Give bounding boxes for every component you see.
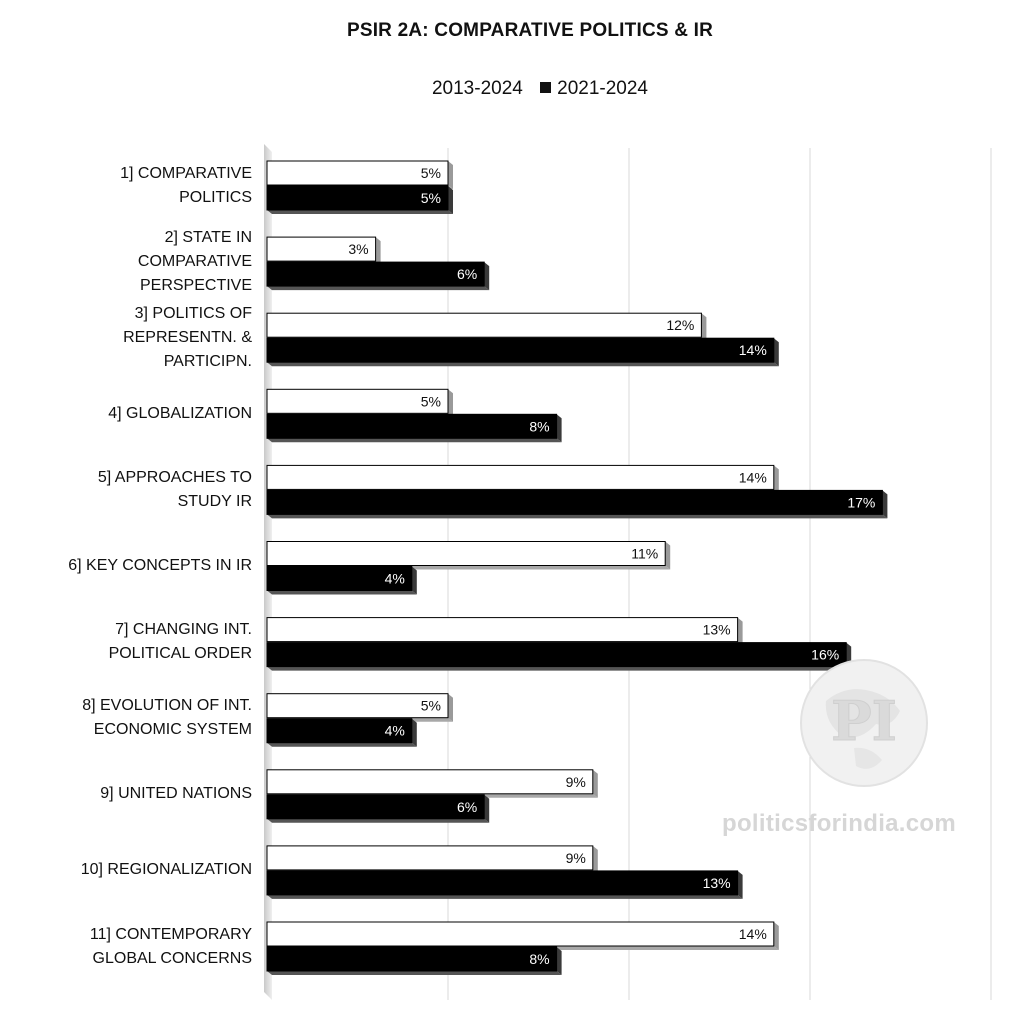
category-label <box>30 554 252 578</box>
category-label <box>30 226 252 298</box>
bar-series-1 <box>267 846 593 870</box>
bar-depth <box>448 389 453 417</box>
bar-series-2 <box>267 490 882 514</box>
category-label-line: POLITICS <box>179 188 252 206</box>
category-label <box>30 402 252 426</box>
bar-shadow <box>267 438 562 442</box>
data-label: 6% <box>456 798 478 815</box>
category-label-line: GLOBAL CONCERNS <box>92 949 252 967</box>
data-label: 17% <box>847 494 876 511</box>
bar-depth <box>448 186 453 214</box>
data-label: 5% <box>420 697 441 714</box>
bars <box>267 161 887 975</box>
data-label: 4% <box>384 722 405 739</box>
bar-depth <box>665 542 670 570</box>
data-label: 13% <box>702 621 731 638</box>
bar-shadow <box>267 743 417 747</box>
category-label <box>30 162 252 210</box>
bar-series-2 <box>267 795 484 819</box>
data-label: 5% <box>420 393 441 410</box>
category-label <box>30 302 252 374</box>
data-label: 13% <box>702 874 731 891</box>
data-label: 14% <box>738 926 767 942</box>
data-label: 11% <box>631 545 659 562</box>
category-label-line: 11] CONTEMPORARY <box>89 925 252 943</box>
category-label <box>30 782 252 806</box>
bar-shadow <box>267 362 779 366</box>
bar-depth <box>774 465 779 493</box>
bar-series-1 <box>267 618 738 642</box>
category-label-line: 4] GLOBALIZATION <box>108 404 252 422</box>
category-label-line: ECONOMIC SYSTEM <box>93 721 252 739</box>
bar-shadow <box>267 895 743 899</box>
category-label-line: 6] KEY CONCEPTS IN IR <box>68 557 252 574</box>
bar-depth <box>701 313 706 341</box>
category-label <box>30 858 252 882</box>
category-label-line: 10] REGIONALIZATION <box>80 861 252 879</box>
category-label-line: COMPARATIVE <box>137 252 252 270</box>
bar-depth <box>738 871 743 899</box>
category-label-line: 5] APPROACHES TO <box>97 468 252 486</box>
watermark-text: politicsforindia.com <box>722 810 957 837</box>
category-label <box>30 466 252 514</box>
data-label: 4% <box>384 570 405 587</box>
category-label-line: 9] UNITED NATIONS <box>100 785 252 803</box>
bar-depth <box>484 795 489 823</box>
bar-depth <box>774 922 779 950</box>
bar-depth <box>593 770 598 798</box>
bar-depth <box>557 414 562 442</box>
bar-depth <box>412 567 417 595</box>
data-label: 14% <box>738 342 767 359</box>
bar-series-1 <box>267 465 774 489</box>
bar-shadow <box>267 667 851 671</box>
category-label-line: 7] CHANGING INT. <box>115 621 252 639</box>
bar-depth <box>376 237 381 265</box>
data-label: 14% <box>738 469 767 486</box>
chart-title: PSIR 2A: COMPARATIVE POLITICS & IR <box>346 20 714 41</box>
bar-shadow <box>267 971 562 975</box>
bar-series-1 <box>267 770 593 794</box>
data-label: 3% <box>348 241 369 258</box>
category-label-line: 8] EVOLUTION OF INT. <box>82 697 252 715</box>
bar-series-2 <box>267 947 557 971</box>
bar-series-2 <box>267 643 846 667</box>
data-label: 5% <box>420 190 441 206</box>
category-label-line: REPRESENTN. & <box>123 328 252 346</box>
bar-series-2 <box>267 414 557 438</box>
data-label: 9% <box>565 773 586 790</box>
bar-series-1 <box>267 313 701 337</box>
bar-shadow <box>267 210 453 214</box>
category-label-line: PARTICIPN. <box>163 352 252 370</box>
bar-depth <box>412 719 417 747</box>
category-label <box>30 618 252 666</box>
bar-shadow <box>267 591 417 595</box>
bar-depth <box>557 947 562 975</box>
category-label <box>30 923 252 971</box>
bar-series-2 <box>267 262 484 286</box>
watermark-logo <box>796 656 932 790</box>
svg-text:PI: PI <box>831 689 897 753</box>
data-label: 9% <box>565 849 586 866</box>
bar-series-2 <box>267 871 738 895</box>
category-label-line: 1] COMPARATIVE <box>120 164 252 182</box>
bar-depth <box>774 338 779 366</box>
category-label-line: 2] STATE IN <box>164 228 252 246</box>
category-label-line: STUDY IR <box>177 492 252 510</box>
data-label: 8% <box>529 418 550 435</box>
data-label: 8% <box>529 951 550 967</box>
bar-shadow <box>267 514 887 518</box>
bar-series-1 <box>267 542 665 566</box>
legend-label-series-2: 2021-2024 <box>557 78 649 99</box>
bar-shadow <box>267 286 489 290</box>
bar-shadow <box>267 819 489 823</box>
bar-depth <box>484 262 489 290</box>
data-label: 6% <box>456 266 478 283</box>
bar-depth <box>593 846 598 874</box>
bar-depth <box>738 618 743 646</box>
data-label: 5% <box>420 165 441 181</box>
data-label: 12% <box>666 317 695 334</box>
category-label-line: POLITICAL ORDER <box>108 645 252 663</box>
bar-depth <box>448 161 453 189</box>
bar-depth <box>882 490 887 518</box>
bar-depth <box>448 694 453 722</box>
data-label: 16% <box>811 646 840 663</box>
category-label <box>30 694 252 742</box>
bar-series-1 <box>267 922 774 946</box>
bar-series-2 <box>267 338 774 362</box>
category-label-line: 3] POLITICS OF <box>134 304 252 322</box>
category-label-line: PERSPECTIVE <box>139 276 252 294</box>
legend-label-series-1: 2013-2024 <box>431 78 523 99</box>
